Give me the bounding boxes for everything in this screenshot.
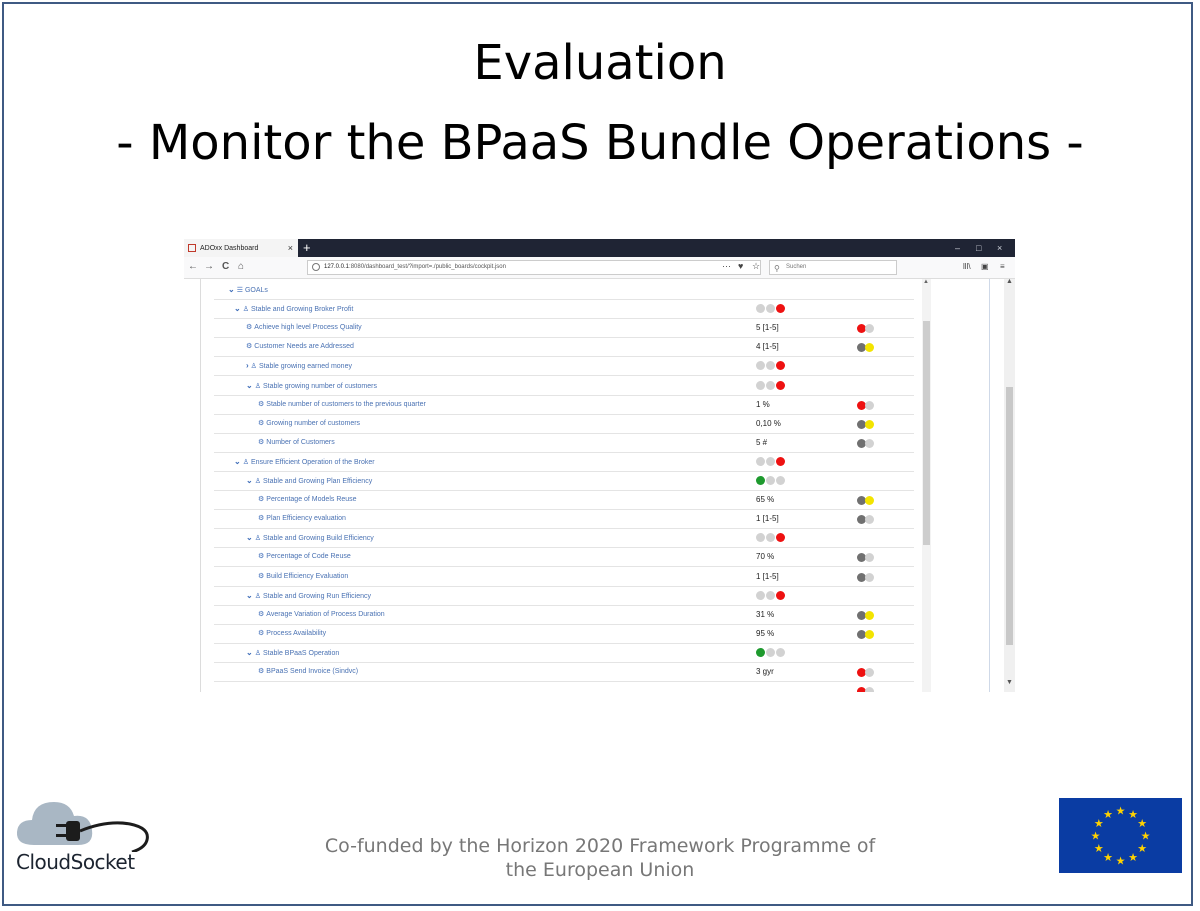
status-dot <box>776 591 785 600</box>
status-dot <box>766 533 775 542</box>
row-label-text: GOALs <box>244 287 268 294</box>
funding-line-1: Co-funded by the Horizon 2020 Framework Programme of <box>324 835 876 857</box>
kpi-gear-icon: ⚙ <box>258 610 265 618</box>
status-dot <box>865 439 874 448</box>
eu-star-icon: ★ <box>1128 852 1138 865</box>
goal-row[interactable] <box>214 682 914 692</box>
traffic-light-indicator <box>756 591 786 601</box>
funding-line-2: the European Union <box>505 859 695 881</box>
cloudsocket-logo <box>12 790 157 880</box>
kpi-label[interactable] <box>258 667 358 675</box>
cloud-plug-icon <box>12 790 157 852</box>
goal-icon: ♙ <box>254 535 261 543</box>
chevron-down-icon[interactable]: ⌄ <box>228 285 235 294</box>
row-label-text: Customer Needs are Addressed <box>254 343 354 351</box>
kpi-gear-icon: ⚙ <box>258 515 265 523</box>
goal-row[interactable] <box>214 281 914 300</box>
kpi-status-toggle <box>857 401 873 410</box>
goal-row[interactable] <box>214 472 914 491</box>
chevron-right-icon[interactable]: › <box>246 361 249 371</box>
status-dot <box>865 401 874 410</box>
cloudsocket-wordmark: CloudSocket <box>16 850 135 874</box>
status-dot <box>865 553 874 562</box>
kpi-value: 0,10 % <box>756 418 781 428</box>
goal-row[interactable] <box>214 415 914 434</box>
kpi-gear-icon: ⚙ <box>258 553 265 561</box>
goal-label[interactable] <box>246 381 377 390</box>
page-actions-icon[interactable]: ··· <box>722 261 731 271</box>
chevron-down-icon[interactable]: ⌄ <box>246 380 253 390</box>
traffic-light-indicator <box>756 476 786 486</box>
goal-row[interactable] <box>214 357 914 376</box>
kpi-value: 65 % <box>756 495 775 505</box>
row-label-text: Average Variation of Process Duration <box>266 610 385 618</box>
traffic-light-indicator <box>756 648 786 658</box>
row-label-text: BPaaS Send Invoice (Sindvc) <box>266 668 359 675</box>
content-right-border <box>989 279 990 692</box>
kpi-gear-icon: ⚙ <box>246 343 253 351</box>
status-dot <box>776 533 785 542</box>
goal-icon: ♙ <box>254 649 261 657</box>
row-label-text: Process Availability <box>266 629 327 637</box>
row-label-text: Stable BPaaS Operation <box>262 649 340 657</box>
list-icon: ☰ <box>236 287 243 294</box>
kpi-value: 1 [1-5] <box>756 514 779 524</box>
row-label-text: Number of Customers <box>266 438 335 446</box>
reload-button[interactable]: C <box>222 261 230 272</box>
kpi-status-toggle <box>857 630 873 639</box>
status-dot <box>776 304 785 313</box>
kpi-label[interactable] <box>258 572 348 580</box>
status-dot <box>865 687 874 692</box>
row-label-text: Stable and Growing Broker Profit <box>250 306 354 314</box>
tab-adoxx-dashboard[interactable] <box>184 239 298 257</box>
search-icon: ⚲ <box>774 264 780 273</box>
forward-button[interactable]: → <box>204 261 214 272</box>
status-dot <box>865 343 874 352</box>
pocket-icon[interactable]: ♥ <box>738 261 744 271</box>
row-label-text: Build Efficiency Evaluation <box>266 572 349 580</box>
kpi-label[interactable] <box>258 514 346 522</box>
status-dot <box>865 573 874 582</box>
page-scroll-down-icon[interactable]: ▼ <box>1006 679 1013 686</box>
tab-bar <box>184 239 1015 257</box>
traffic-light-indicator <box>756 304 786 314</box>
goal-row[interactable] <box>214 548 914 567</box>
status-dot <box>865 324 874 333</box>
kpi-label[interactable] <box>258 552 351 560</box>
inner-scrollbar[interactable] <box>922 279 931 692</box>
goal-row[interactable] <box>214 606 914 625</box>
goal-icon: ♙ <box>254 478 261 485</box>
chevron-down-icon[interactable]: ⌄ <box>246 590 253 600</box>
kpi-gear-icon: ⚙ <box>258 668 265 675</box>
new-tab-button[interactable]: + <box>303 240 311 255</box>
url-path: :8080/dashboard_test/?import=./public_boards/cockpit.json <box>349 264 506 270</box>
kpi-label[interactable] <box>258 438 335 446</box>
kpi-status-toggle <box>857 611 873 620</box>
status-dot <box>756 304 765 313</box>
kpi-label[interactable] <box>258 495 357 503</box>
status-dot <box>865 611 874 620</box>
kpi-value: 70 % <box>756 552 775 562</box>
goal-icon: ♙ <box>254 592 261 600</box>
minimize-window-button[interactable]: – <box>955 243 961 253</box>
inner-scrollbar-thumb[interactable] <box>923 321 930 545</box>
goal-row[interactable] <box>214 663 914 682</box>
kpi-gear-icon: ⚙ <box>258 419 265 427</box>
kpi-status-toggle <box>857 343 873 352</box>
status-dot <box>766 381 775 390</box>
kpi-gear-icon: ⚙ <box>258 438 265 446</box>
kpi-status-toggle <box>857 668 873 677</box>
eu-flag-icon <box>1059 798 1182 873</box>
back-button[interactable]: ← <box>188 261 198 272</box>
eu-star-icon: ★ <box>1103 808 1113 821</box>
goal-icon: ♙ <box>242 458 249 466</box>
eu-stars-icon <box>1059 798 1182 873</box>
kpi-value: 95 % <box>756 628 775 638</box>
kpi-status-toggle <box>857 420 873 429</box>
scroll-up-icon[interactable]: ▲ <box>923 279 929 285</box>
status-dot <box>865 420 874 429</box>
status-dot <box>766 591 775 600</box>
eu-star-icon: ★ <box>1140 830 1151 843</box>
goal-icon: ♙ <box>242 306 249 314</box>
row-label-text: Stable growing number of customers <box>262 382 377 390</box>
goal-row[interactable] <box>214 587 914 606</box>
tab-title: ADOxx Dashboard <box>200 244 259 252</box>
page-scrollbar-thumb[interactable] <box>1006 387 1013 645</box>
chevron-down-icon[interactable]: ⌄ <box>246 476 253 485</box>
chevron-down-icon[interactable]: ⌄ <box>234 456 241 466</box>
goal-row[interactable] <box>214 396 914 415</box>
goal-row[interactable] <box>214 568 914 587</box>
home-button[interactable]: ⌂ <box>238 261 245 272</box>
status-dot <box>756 591 765 600</box>
goal-row[interactable] <box>214 338 914 357</box>
traffic-light-indicator <box>756 381 786 391</box>
status-dot <box>776 648 785 657</box>
kpi-gear-icon: ⚙ <box>258 629 265 637</box>
status-dot <box>756 381 765 390</box>
status-dot <box>756 361 765 370</box>
goal-label[interactable] <box>246 591 371 600</box>
row-label-text: Growing number of customers <box>266 419 361 427</box>
row-label-text: Stable and Growing Build Efficiency <box>262 535 374 543</box>
kpi-gear-icon: ⚙ <box>246 324 253 332</box>
kpi-status-toggle <box>857 573 873 582</box>
page-scroll-up-icon[interactable]: ▲ <box>1006 278 1013 285</box>
goal-label[interactable] <box>246 361 352 370</box>
kpi-status-toggle <box>857 324 873 333</box>
status-dot <box>865 515 874 524</box>
goal-row[interactable] <box>214 300 914 319</box>
url-host: 127.0.0.1 <box>324 264 350 270</box>
kpi-label[interactable] <box>258 419 360 427</box>
status-dot <box>766 648 775 657</box>
goal-label[interactable] <box>246 476 372 485</box>
kpi-value: 1 [1-5] <box>756 571 779 581</box>
goal-label[interactable] <box>246 648 339 657</box>
goal-label[interactable] <box>246 533 374 542</box>
dashboard-favicon-icon <box>188 244 196 252</box>
row-label-text: Stable and Growing Run Efficiency <box>262 592 372 600</box>
maximize-window-button[interactable]: □ <box>976 243 982 253</box>
goal-row[interactable] <box>214 453 914 472</box>
site-info-icon[interactable] <box>312 263 320 271</box>
kpi-value: 1 % <box>756 399 770 409</box>
traffic-light-indicator <box>756 457 786 467</box>
status-dot <box>865 496 874 505</box>
close-window-button[interactable]: × <box>997 243 1003 253</box>
chevron-down-icon[interactable]: ⌄ <box>246 533 253 543</box>
goal-label[interactable] <box>234 304 353 313</box>
funding-note <box>300 834 900 882</box>
status-dot <box>766 361 775 370</box>
status-dot <box>776 361 785 370</box>
kpi-value: 3 gyr <box>756 667 774 676</box>
chevron-down-icon[interactable]: ⌄ <box>234 304 241 314</box>
kpi-status-toggle <box>857 553 873 562</box>
kpi-label[interactable] <box>258 629 326 637</box>
search-input[interactable] <box>769 260 897 275</box>
traffic-light-indicator <box>756 533 786 543</box>
kpi-value: 5 # <box>756 437 768 447</box>
kpi-value: 5 [1-5] <box>756 323 779 333</box>
status-dot <box>865 668 874 677</box>
sidebar-icon[interactable]: ▣ <box>981 262 989 271</box>
kpi-label[interactable] <box>246 323 362 331</box>
kpi-label[interactable] <box>246 342 354 350</box>
eu-star-icon: ★ <box>1090 830 1101 843</box>
eu-star-icon: ★ <box>1093 843 1104 855</box>
status-dot <box>756 457 765 466</box>
eu-star-icon: ★ <box>1103 852 1113 865</box>
status-dot <box>865 630 874 639</box>
dashboard-content <box>184 279 1015 692</box>
status-dot <box>776 381 785 390</box>
row-label-text: Percentage of Models Reuse <box>266 496 357 504</box>
row-label-text: Plan Efficiency evaluation <box>266 515 346 523</box>
kpi-gear-icon: ⚙ <box>258 400 265 408</box>
goal-row[interactable] <box>214 510 914 529</box>
close-tab-icon[interactable]: × <box>287 243 293 253</box>
nav-bar <box>184 257 1015 279</box>
row-label-text: Stable number of customers to the previous quarter <box>266 400 426 408</box>
status-dot <box>766 476 775 485</box>
browser-window <box>184 239 1015 692</box>
library-icon[interactable]: lll\ <box>963 262 971 271</box>
goal-label[interactable] <box>234 457 375 466</box>
status-dot <box>756 648 765 657</box>
kpi-status-toggle <box>857 439 873 448</box>
chevron-down-icon[interactable]: ⌄ <box>246 647 253 657</box>
status-dot <box>756 476 765 485</box>
eu-star-icon: ★ <box>1137 818 1148 830</box>
goal-row[interactable] <box>214 644 914 663</box>
goal-row[interactable] <box>214 319 914 338</box>
goal-icon: ♙ <box>250 363 257 371</box>
kpi-gear-icon: ⚙ <box>258 572 265 580</box>
row-label-text: Ensure Efficient Operation of the Broker <box>250 458 375 466</box>
kpi-status-toggle <box>857 496 873 505</box>
row-label-text: Achieve high level Process Quality <box>254 324 362 332</box>
eu-star-icon: ★ <box>1137 843 1148 855</box>
status-dot <box>776 457 785 466</box>
content-left-border <box>200 279 201 692</box>
row-label-text: Percentage of Code Reuse <box>266 553 351 561</box>
goal-icon: ♙ <box>254 382 261 390</box>
kpi-gear-icon: ⚙ <box>258 496 265 504</box>
slide-subtitle: - Monitor the BPaaS Bundle Operations - <box>116 115 1084 171</box>
status-dot <box>766 304 775 313</box>
kpi-value: 31 % <box>756 609 775 619</box>
row-label-text: Stable growing earned money <box>258 363 352 371</box>
kpi-status-toggle <box>857 515 873 524</box>
search-placeholder: Suchen <box>786 264 807 270</box>
bookmark-star-icon[interactable]: ☆ <box>752 261 761 271</box>
status-dot <box>756 533 765 542</box>
slide-title: Evaluation <box>473 35 727 91</box>
eu-star-icon: ★ <box>1115 855 1126 868</box>
kpi-label[interactable] <box>258 610 385 618</box>
status-dot <box>766 457 775 466</box>
goal-row[interactable] <box>214 491 914 510</box>
eu-star-icon: ★ <box>1128 808 1138 821</box>
kpi-value: 4 [1-5] <box>756 342 779 352</box>
goal-label[interactable] <box>228 285 268 294</box>
goal-row[interactable] <box>214 625 914 644</box>
eu-star-icon: ★ <box>1115 805 1126 818</box>
row-label-text: Stable and Growing Plan Efficiency <box>262 478 373 485</box>
kpi-status-toggle <box>857 687 873 692</box>
goal-row[interactable] <box>214 529 914 548</box>
kpi-label[interactable] <box>258 400 426 408</box>
page-scrollbar[interactable] <box>1004 279 1015 692</box>
goal-row[interactable] <box>214 434 914 453</box>
traffic-light-indicator <box>756 361 786 371</box>
address-bar[interactable] <box>307 260 761 275</box>
menu-icon[interactable]: ≡ <box>1000 262 1005 271</box>
status-dot <box>776 476 785 485</box>
goal-row[interactable] <box>214 377 914 396</box>
eu-star-icon: ★ <box>1093 818 1104 830</box>
